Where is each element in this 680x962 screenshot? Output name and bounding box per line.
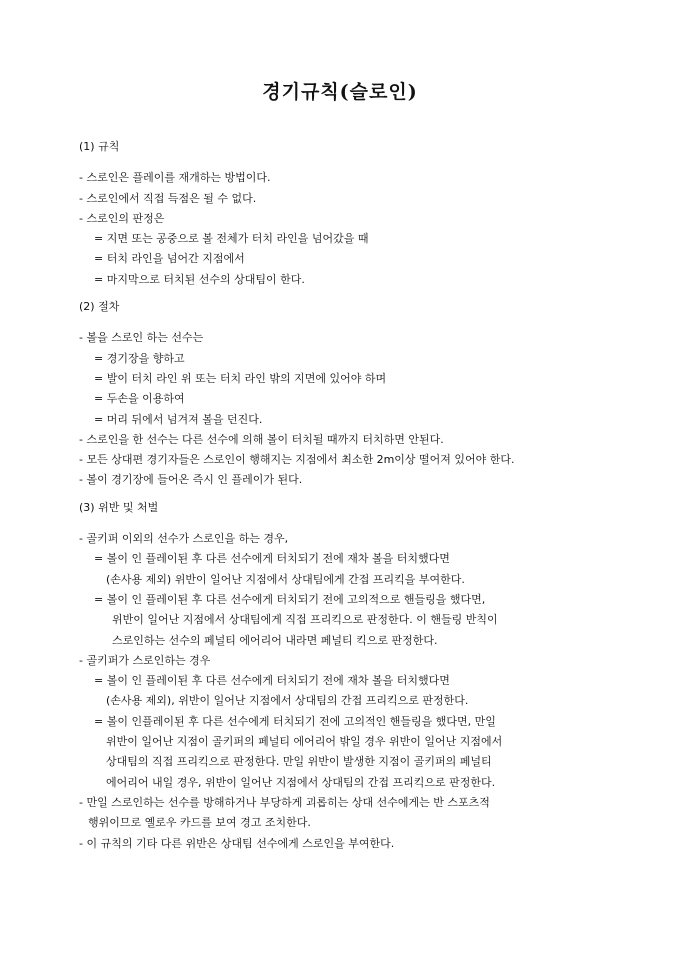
- bullet-item: - 스로인의 판정은: [79, 211, 165, 225]
- sub-item: = 볼이 인 플레이된 후 다른 선수에게 터치되기 전에 고의적으로 핸들링을 했다면,: [94, 592, 486, 606]
- bullet-item: - 골키퍼가 스로인하는 경우: [79, 653, 211, 667]
- section-heading: (1) 규칙: [79, 140, 120, 153]
- bullet-item: - 스로인에서 직접 득점은 될 수 없다.: [79, 191, 257, 205]
- bullet-item: - 볼이 경기장에 들어온 즉시 인 플레이가 된다.: [79, 473, 303, 487]
- sub-item-continuation: 스로인하는 선수의 페널티 에어리어 내라면 페널티 킥으로 판정한다.: [112, 633, 438, 647]
- document-body: [79, 137, 659, 854]
- bullet-item: - 이 규칙의 기타 다른 위반은 상대팀 선수에게 스로인을 부여한다.: [79, 836, 395, 850]
- section-procedure: [79, 297, 659, 491]
- sub-item-continuation: 상대팀의 직접 프리킥으로 판정한다. 만일 위반이 발생한 지점이 골키퍼의 페널티: [106, 755, 492, 769]
- sub-item: = 마지막으로 터치된 선수의 상대팀이 한다.: [94, 272, 305, 286]
- sub-item-continuation: (손사용 제외), 위반이 일어난 지점에서 상대팀의 간접 프리킥으로 판정한다.: [106, 694, 469, 708]
- section-violations: [79, 498, 659, 854]
- sub-item: = 지면 또는 공중으로 볼 전체가 터치 라인을 넘어갔을 때: [94, 232, 369, 246]
- sub-item-continuation: 위반이 일어난 지점에서 상대팀에게 직접 프리킥으로 판정한다. 이 핸들링 반칙이: [112, 613, 498, 627]
- sub-item: = 볼이 인 플레이된 후 다른 선수에게 터치되기 전에 재차 볼을 터치했다면: [94, 674, 450, 688]
- sub-item-continuation: (손사용 제외) 위반이 일어난 지점에서 상대팀에게 간접 프리킥을 부여한다.: [106, 572, 465, 586]
- sub-item: = 볼이 인플레이된 후 다른 선수에게 터치되기 전에 고의적인 핸들링을 했다면, 만일: [94, 714, 496, 728]
- section-heading: (2) 절차: [79, 300, 120, 314]
- sub-item: = 두손을 이용하여: [94, 392, 185, 406]
- sub-item-continuation: 위반이 일어난 지점이 골키퍼의 페널티 에어리어 밖일 경우 위반이 일어난 지점에서: [106, 735, 503, 749]
- document-title: 경기규칙(슬로인): [262, 81, 418, 103]
- bullet-item: - 스로인은 플레이를 재개하는 방법이다.: [79, 171, 271, 185]
- sub-item-continuation: 에어리어 내일 경우, 위반이 일어난 지점에서 상대팀의 간접 프리킥으로 판정한다.: [106, 775, 496, 789]
- sub-item: = 발이 터치 라인 위 또는 터치 라인 밖의 지면에 있어야 하며: [94, 371, 387, 385]
- section-heading: (3) 위반 및 처벌: [79, 500, 159, 514]
- bullet-item-continuation: 행위이므로 옐로우 카드를 보여 경고 조치한다.: [88, 816, 311, 830]
- bullet-item: - 볼을 스로인 하는 선수는: [79, 331, 204, 345]
- bullet-item: - 스로인을 한 선수는 다른 선수에 의해 볼이 터치될 때까지 터치하면 안된다.: [79, 432, 444, 446]
- bullet-item: - 모든 상대편 경기자들은 스로인이 행해지는 지점에서 최소한 2m이상 떨어져 있어야 한다.: [79, 453, 515, 467]
- sub-item: = 볼이 인 플레이된 후 다른 선수에게 터치되기 전에 재차 볼을 터치했다면: [94, 552, 450, 566]
- section-rules: [79, 137, 659, 290]
- bullet-item: - 만일 스로인하는 선수를 방해하거나 부당하게 괴롭히는 상대 선수에게는 반 스포츠적: [79, 795, 490, 809]
- sub-item: = 터치 라인을 넘어간 지점에서: [94, 252, 245, 266]
- sub-item: = 머리 뒤에서 넘겨져 볼을 던진다.: [94, 412, 263, 426]
- bullet-item: - 골키퍼 이외의 선수가 스로인을 하는 경우,: [79, 532, 289, 546]
- sub-item: = 경기장을 향하고: [94, 351, 185, 365]
